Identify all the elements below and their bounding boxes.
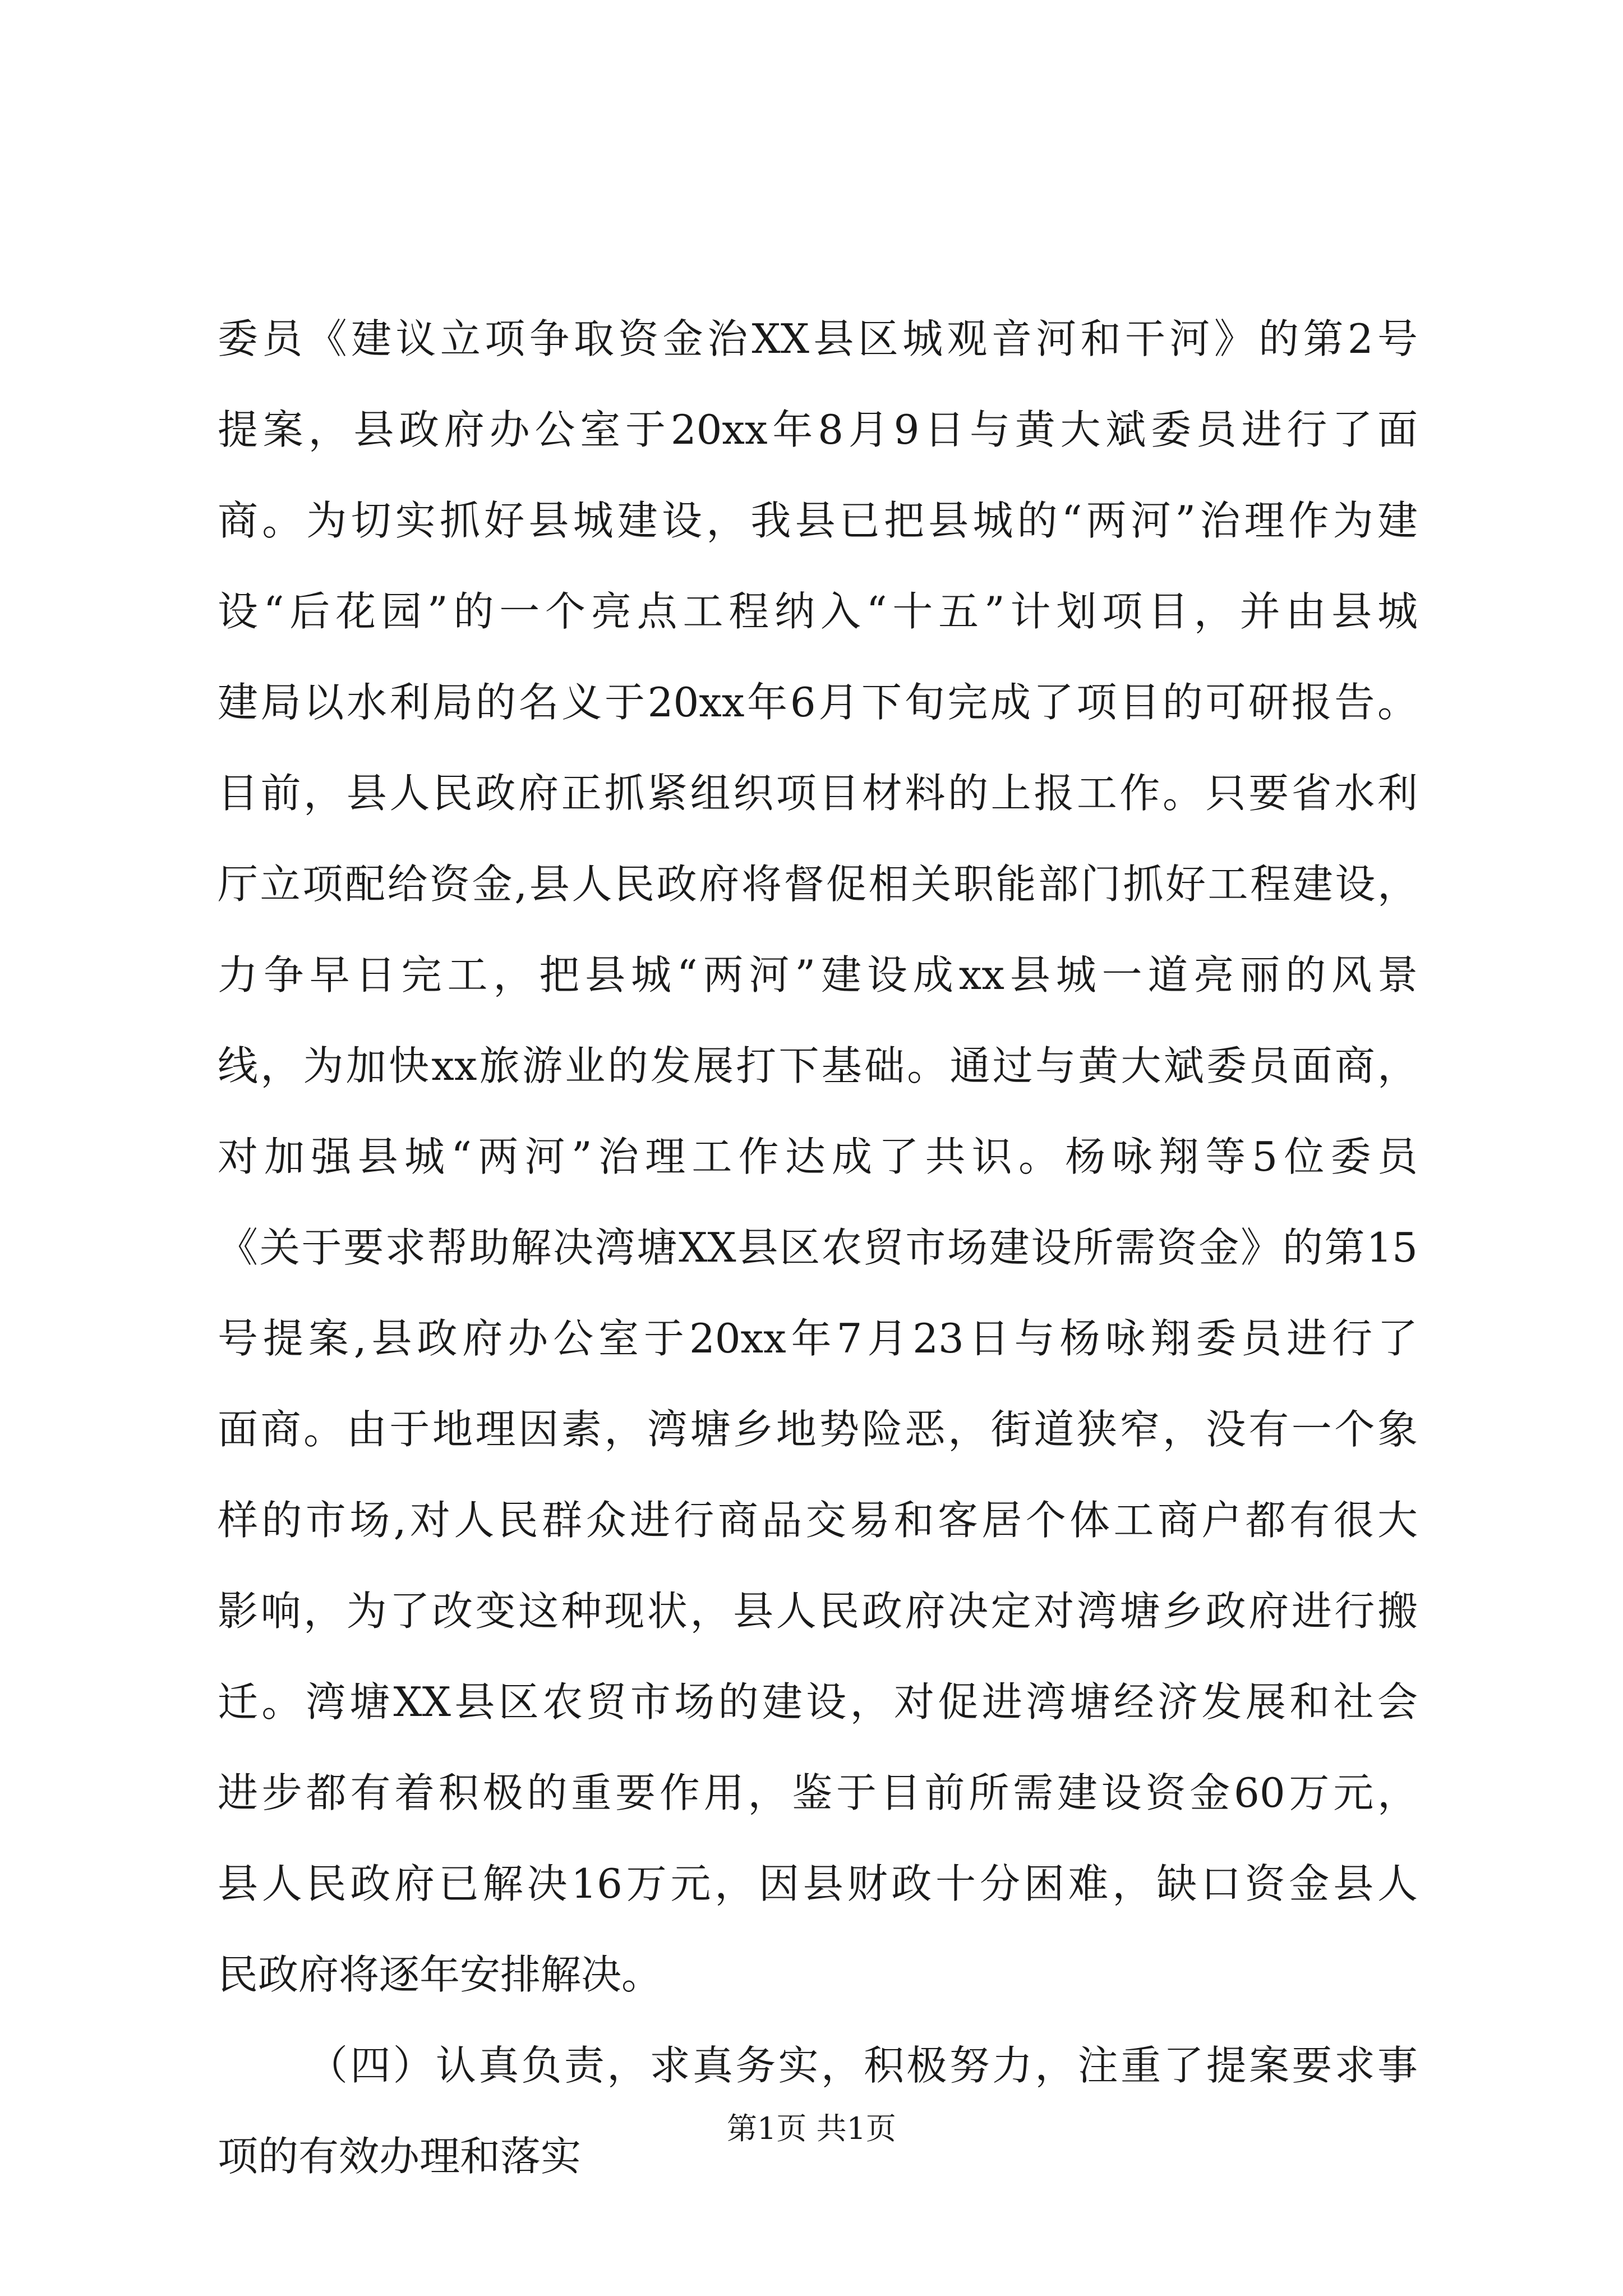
paragraph-end-line: 民政府将逐年安排解决。 — [218, 1951, 662, 1998]
text-line: 面商。由于地理因素，湾塘乡地势险恶，街道狭窄，没有一个象 — [218, 1406, 1418, 1453]
text-line: 目前，县人民政府正抓紧组织项目材料的上报工作。只要省水利 — [218, 770, 1418, 817]
text-line: 提案，县政府办公室于20xx年8月9日与黄大斌委员进行了面 — [218, 406, 1418, 453]
text-line: 对加强县城“两河”治理工作达成了共识。杨咏翔等5位委员 — [218, 1133, 1418, 1180]
section-heading-end-line: 项的有效办理和落实 — [218, 2133, 582, 2180]
text-line: 厅立项配给资金,县人民政府将督促相关职能部门抓好工程建设， — [218, 861, 1418, 908]
page-number-label: 第1页 共1页 — [727, 2111, 896, 2146]
text-line: 影响，为了改变这种现状，县人民政府决定对湾塘乡政府进行搬 — [218, 1588, 1418, 1635]
text-line: 委员《建议立项争取资金治XX县区城观音河和干河》的第2号 — [218, 315, 1418, 362]
text-line: 建局以水利局的名义于20xx年6月下旬完成了项目的可研报告。 — [218, 679, 1418, 726]
text-line: 力争早日完工，把县城“两河”建设成xx县城一道亮丽的风景 — [218, 951, 1418, 999]
text-line: 进步都有着积极的重要作用，鉴于目前所需建设资金60万元， — [218, 1769, 1418, 1816]
text-line: 线，为加快xx旅游业的发展打下基础。通过与黄大斌委员面商， — [218, 1042, 1418, 1089]
text-line: 号提案,县政府办公室于20xx年7月23日与杨咏翔委员进行了 — [218, 1315, 1418, 1362]
text-line: 设“后花园”的一个亮点工程纳入“十五”计划项目，并由县城 — [218, 588, 1418, 635]
body-text — [218, 293, 1418, 2202]
text-line: 商。为切实抓好县城建设，我县已把县城的“两河”治理作为建 — [218, 497, 1418, 544]
text-line: 《关于要求帮助解决湾塘XX县区农贸市场建设所需资金》的第15 — [218, 1224, 1418, 1271]
section-heading-line: （四）认真负责，求真务实，积极努力，注重了提案要求事 — [307, 2042, 1418, 2089]
page-footer — [0, 2109, 1623, 2148]
text-line: 样的市场,对人民群众进行商品交易和客居个体工商户都有很大 — [218, 1497, 1418, 1544]
text-line: 县人民政府已解决16万元，因县财政十分困难，缺口资金县人 — [218, 1860, 1418, 1907]
text-line: 迁。湾塘XX县区农贸市场的建设，对促进湾塘经济发展和社会 — [218, 1678, 1418, 1726]
